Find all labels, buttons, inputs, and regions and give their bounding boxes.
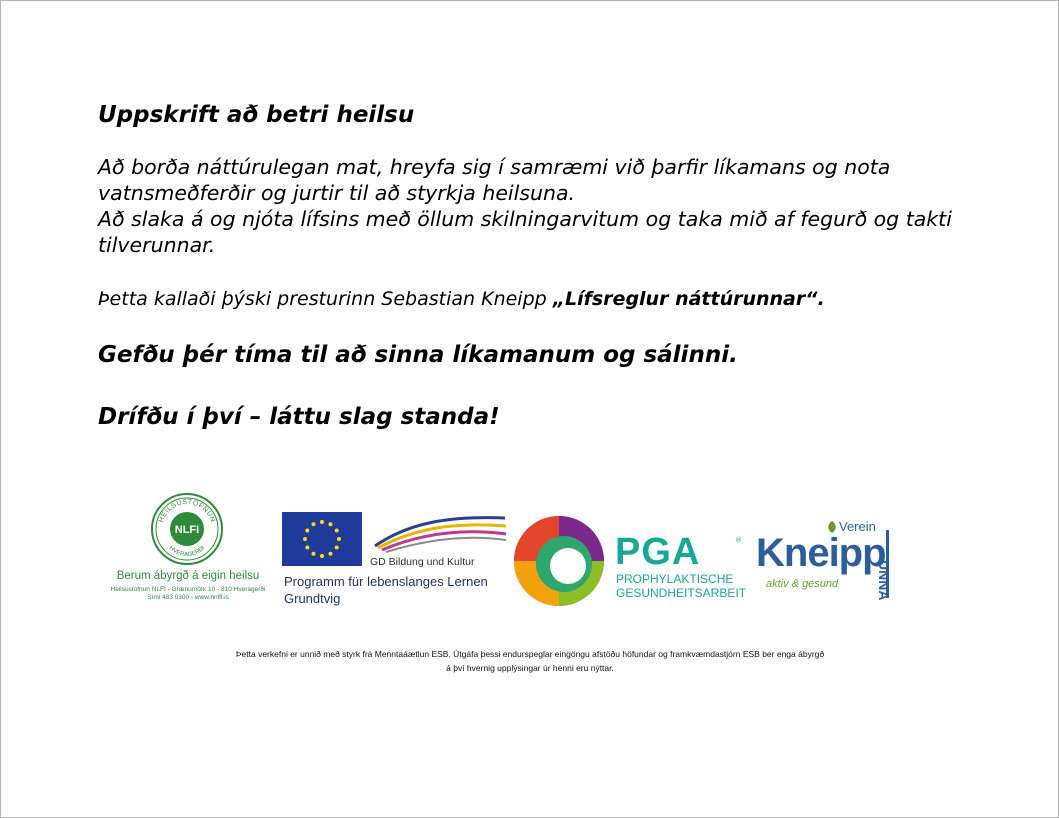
kneipp-quote-emphasis: „Lífsreglur náttúrunnar“. bbox=[552, 288, 825, 310]
nlfi-address-line2: Sími 483 0300 - www.hnlfi.is bbox=[147, 594, 229, 601]
eu-star bbox=[305, 529, 309, 533]
slogan-do-it: Drífðu í því – láttu slag standa! bbox=[98, 404, 500, 430]
nlfi-logo bbox=[104, 492, 272, 610]
nlfi-address bbox=[104, 586, 272, 602]
eu-star bbox=[329, 552, 333, 556]
disclaimer-line2: á því hvernig upplýsingar úr henni eru nýttar. bbox=[446, 662, 614, 673]
eu-program-label: Programm für lebenslanges Lernen bbox=[284, 574, 488, 589]
eu-star bbox=[305, 546, 309, 550]
document-title: Uppskrift að betri heilsu bbox=[98, 102, 415, 128]
kneipp-tagline: aktiv & gesund bbox=[766, 578, 839, 590]
nlfi-slogan: Berum ábyrgð á eigin heilsu bbox=[116, 570, 260, 582]
eu-star bbox=[312, 552, 316, 556]
kneipp-unna-label: UNNA bbox=[876, 560, 892, 601]
eu-flag-icon bbox=[282, 512, 362, 566]
nlfi-address-line1: Heilsustofnun NLFÍ - Grænumörk 10 - 810 Hveragerði bbox=[110, 586, 266, 593]
nlfi-seal-icon bbox=[150, 492, 224, 566]
pga-line1: PROPHYLAKTISCHE bbox=[616, 572, 734, 586]
kneipp-name: Kneipp bbox=[756, 531, 886, 575]
slogan-take-time: Gefðu þér tíma til að sinna líkamanum og sálinni. bbox=[98, 342, 738, 368]
eu-gd-label: GD Bildung und Kultur bbox=[370, 556, 475, 568]
eu-star bbox=[303, 537, 307, 541]
paragraph-kneipp bbox=[98, 286, 998, 312]
kneipp-verein-logo bbox=[754, 519, 924, 602]
eu-star bbox=[329, 522, 333, 526]
seal-top-text: HEILSUSTOFNUN bbox=[157, 498, 217, 524]
eu-star bbox=[320, 520, 324, 524]
sponsor-logos bbox=[104, 492, 924, 617]
kneipp-quote-prefix: Þetta kallaði þýski presturinn Sebastian Kneipp bbox=[98, 288, 553, 310]
eu-star bbox=[337, 537, 341, 541]
paragraph-relax: Að slaka á og njóta lífsins með öllum skilningarvitum og taka mið af fegurð og takti tilverunnar. bbox=[98, 207, 952, 257]
eu-swoosh-icon bbox=[370, 512, 510, 556]
eu-disclaimer bbox=[160, 648, 900, 675]
pga-circle-icon bbox=[512, 514, 606, 608]
pga-logo bbox=[512, 514, 747, 614]
eu-star bbox=[312, 522, 316, 526]
pga-name: PGA bbox=[615, 531, 701, 573]
pga-registered-mark: ® bbox=[735, 536, 742, 544]
disclaimer-line1: Þetta verkefni er unnið með styrk frá Menntaáætlun ESB. Útgáfa þessi endurspeglar eingöngu afstöðu höfundar og framkvæmdastjórn ESB ber enga ábyrgð bbox=[235, 649, 825, 659]
pga-line2: GESUNDHEITSARBEIT bbox=[616, 586, 747, 600]
kneipp-verein-label: Verein bbox=[839, 519, 876, 534]
eu-grundtvig-label: Grundtvig bbox=[284, 591, 341, 606]
paragraph-nature: Að borða náttúrulegan mat, hreyfa sig í samræmi við þarfir líkamans og nota vatnsmeðferðir og jurtir til að styrkja heilsuna. bbox=[98, 155, 891, 205]
document-body bbox=[98, 100, 998, 432]
eu-lifelong-learning-logo bbox=[282, 512, 512, 612]
seal-bottom-text: HVERAGERÐI bbox=[167, 545, 207, 559]
seal-center-text: NLFI bbox=[174, 524, 200, 536]
svg-text:HVERAGERÐI bbox=[168, 545, 207, 558]
eu-star bbox=[320, 554, 324, 558]
eu-star bbox=[335, 529, 339, 533]
eu-star bbox=[335, 546, 339, 550]
